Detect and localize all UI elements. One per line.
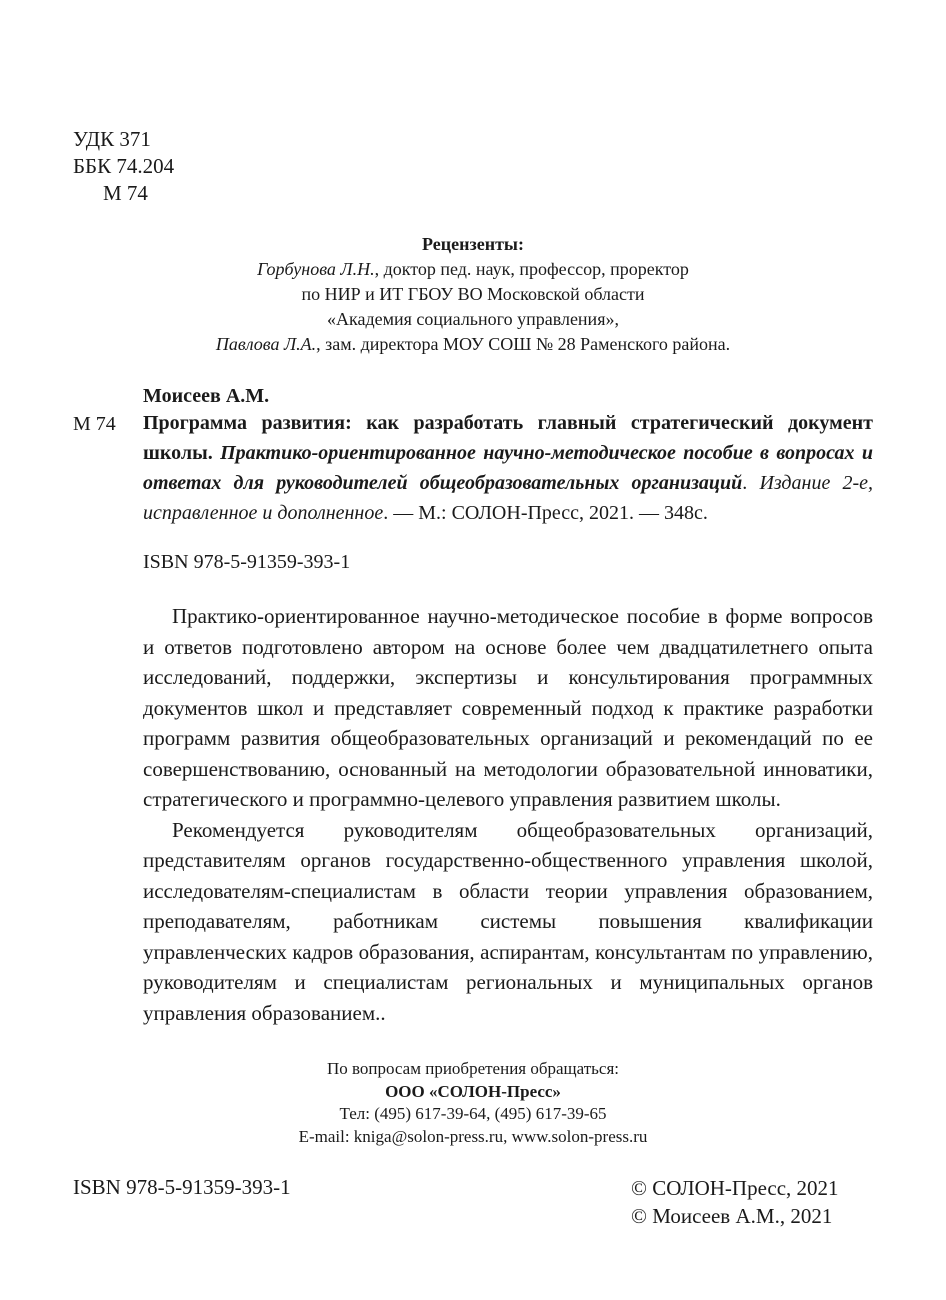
bibliographic-description: Программа развития: как разработать главный стратегический документ школы. Практико-ориентированное научно-методическое пособие в вопросах и ответах для руководителей общеобразовательных организаций. Издание 2-е, исправленное и дополненное. — М.: СОЛОН-Пресс, 2021. — 348с. xyxy=(143,412,874,524)
classification-block xyxy=(73,126,174,207)
reviewers-heading: Рецензенты: xyxy=(422,234,524,254)
reviewer-1 xyxy=(0,257,946,282)
publisher-name: ООО «СОЛОН-Пресс» xyxy=(385,1081,561,1101)
reviewer-1-title: , доктор пед. наук, профессор, проректор xyxy=(374,259,689,279)
abstract xyxy=(143,601,873,1028)
contact-block xyxy=(0,1058,946,1148)
author-mark: М 74 xyxy=(103,181,148,205)
footer-isbn: ISBN 978-5-91359-393-1 xyxy=(73,1175,291,1199)
reviewer-2-title: , зам. директора МОУ СОШ № 28 Раменского района. xyxy=(316,334,731,354)
reviewer-1-academy: «Академия социального управления», xyxy=(327,309,619,329)
reviewer-1-name: Горбунова Л.Н. xyxy=(257,259,375,279)
author-name: Моисеев А.М. xyxy=(143,385,270,407)
reviewer-2 xyxy=(0,332,946,357)
copyright-block xyxy=(631,1174,839,1230)
bibliographic-author-mark: М 74 xyxy=(73,413,116,435)
bbk-code: ББК 74.204 xyxy=(73,154,175,178)
abstract-paragraph-2: Рекомендуется руководителям общеобразовательных организаций, представителям органов государственно-общественного управления школой, исследователям-специалистам в области теории управления образованием, преподавателям, работникам системы повышения квалификации управленческих кадров образования, аспирантам, консультантам по управлению, руководителям и специалистам региональных и муниципальных органов управления образованием.. xyxy=(143,817,873,1025)
copyright-author: © Моисеев А.М., 2021 xyxy=(631,1204,833,1228)
contact-heading: По вопросам приобретения обращаться: xyxy=(326,1059,620,1078)
reviewers-block xyxy=(0,232,946,357)
copyright-publisher: © СОЛОН-Пресс, 2021 xyxy=(631,1176,839,1200)
book-imprint: . — М.: СОЛОН-Пресс, 2021. — 348с. xyxy=(383,502,708,524)
book-subtitle: Практико-ориентированное научно-методическое пособие в вопросах и ответах для руководителей общеобразовательных организаций xyxy=(143,442,873,494)
reviewer-1-affiliation: по НИР и ИТ ГБОУ ВО Московской области xyxy=(301,284,645,304)
publisher-phones: Тел: (495) 617-39-64, (495) 617-39-65 xyxy=(339,1104,607,1123)
reviewer-2-name: Павлова Л.А. xyxy=(215,334,317,354)
book-edition: Издание 2-е, исправленное и дополненное xyxy=(143,472,874,524)
isbn-line: ISBN 978-5-91359-393-1 xyxy=(143,551,351,573)
udk-code: УДК 371 xyxy=(73,127,151,151)
book-title: Программа развития: как разработать главный стратегический документ школы. xyxy=(143,412,873,464)
publisher-web: E-mail: kniga@solon-press.ru, www.solon-press.ru xyxy=(298,1126,648,1146)
abstract-paragraph-1: Практико-ориентированное научно-методическое пособие в форме вопросов и ответов подготовлено автором на основе более чем двадцатилетнего опыта исследований, поддержки, экспертизы и консультирования программных документов школ и представляет современный подход к практике разработки программ развития общеобразовательных организаций и рекомендаций по ее совершенствованию, основанный на методологии образовательной инноватики, стратегического и программно-целевого управления развитием школы. xyxy=(143,604,873,811)
